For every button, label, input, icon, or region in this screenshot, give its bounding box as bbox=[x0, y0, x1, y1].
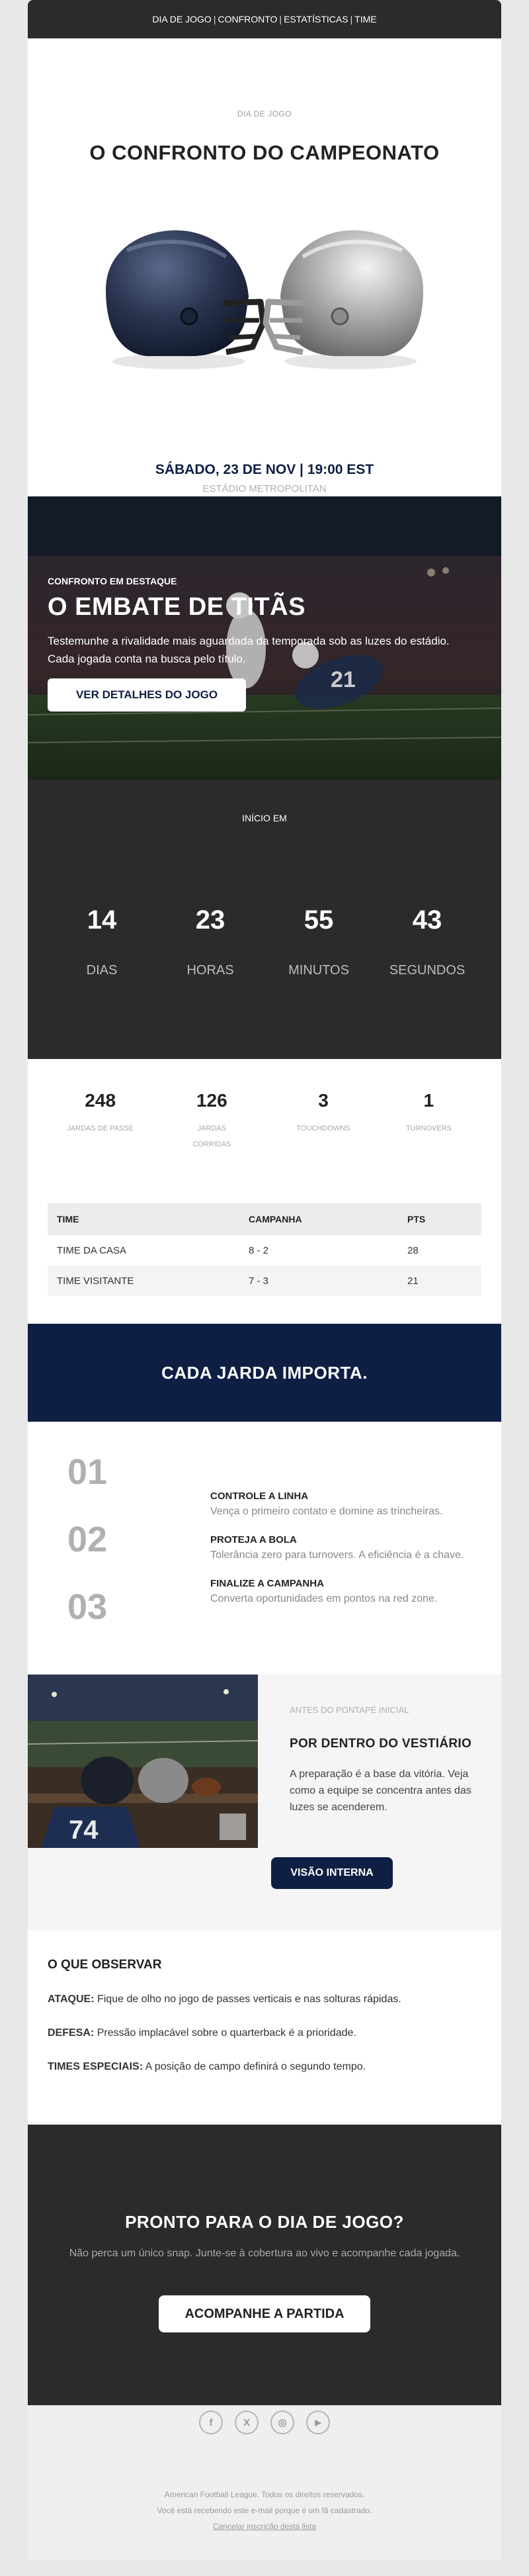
nav-item-matchup[interactable]: CONFRONTO bbox=[218, 14, 278, 24]
cell-team: TIME VISITANTE bbox=[48, 1265, 239, 1296]
footer-notice: Você está recebendo este e-mail porque é um fã cadastrado. bbox=[157, 2506, 372, 2515]
feature-text: Testemunhe a rivalidade mais aguardada da temporada sob as luzes do estádio. Cada jogada conta na busca pelo título. bbox=[48, 635, 450, 665]
stat-turnovers bbox=[376, 1090, 481, 1152]
table-row bbox=[48, 1265, 481, 1296]
countdown-grid bbox=[28, 905, 501, 978]
stat-touchdowns bbox=[270, 1090, 376, 1152]
countdown-value: 23 bbox=[195, 905, 225, 935]
locker-eyebrow: ANTES DO PONTAPÉ INICIAL bbox=[290, 1705, 409, 1715]
watch-item-label: DEFESA: bbox=[48, 2027, 95, 2039]
watch-item-text: Fique de olho no jogo de passes verticais e nas solturas rápidas. bbox=[97, 1994, 401, 2005]
unsubscribe-link[interactable]: Cancelar inscrição desta lista bbox=[212, 2522, 317, 2531]
countdown-seconds bbox=[378, 905, 476, 978]
slogan-banner: CADA JARDA IMPORTA. bbox=[28, 1324, 501, 1422]
table-row bbox=[48, 1235, 481, 1265]
col-team: TIME bbox=[48, 1203, 239, 1235]
follow-match-button[interactable]: ACOMPANHE A PARTIDA bbox=[159, 2295, 370, 2332]
step-description: Converta oportunidades em pontos na red zone. bbox=[210, 1593, 438, 1604]
watch-item-offense bbox=[48, 1994, 401, 2005]
stat-value: 3 bbox=[318, 1090, 329, 1111]
step-item bbox=[210, 1534, 488, 1578]
watch-item-special-teams bbox=[48, 2061, 366, 2073]
countdown-unit: MINUTOS bbox=[288, 963, 349, 978]
what-to-watch-section bbox=[28, 1930, 501, 2125]
footer-unsubscribe-row bbox=[28, 2522, 501, 2531]
countdown-section bbox=[28, 780, 501, 1059]
x-icon[interactable]: X bbox=[235, 2411, 259, 2434]
locker-room-image bbox=[28, 1675, 258, 1848]
nav-item-team[interactable]: TIME bbox=[354, 14, 377, 24]
stat-label: JARDAS CORRIDAS bbox=[192, 1125, 231, 1148]
feature-eyebrow: CONFRONTO EM DESTAQUE bbox=[48, 576, 177, 586]
countdown-minutes bbox=[270, 905, 368, 978]
nav-separator: | bbox=[350, 14, 353, 24]
facebook-icon[interactable]: f bbox=[199, 2411, 223, 2434]
top-nav bbox=[28, 0, 501, 38]
stat-passing-yards bbox=[48, 1090, 153, 1152]
countdown-hours bbox=[161, 905, 259, 978]
step-number: 03 bbox=[67, 1587, 108, 1627]
step-number: 01 bbox=[67, 1452, 108, 1492]
navy-helmet bbox=[106, 230, 263, 369]
standings-table bbox=[48, 1203, 481, 1296]
step-description: Vença o primeiro contato e domine as trincheiras. bbox=[210, 1506, 443, 1517]
countdown-unit: HORAS bbox=[186, 963, 234, 978]
inside-view-button[interactable]: VISÃO INTERNA bbox=[271, 1857, 393, 1889]
locker-room-section bbox=[28, 1675, 501, 1930]
stat-grid bbox=[48, 1090, 481, 1152]
watch-item-label: TIMES ESPECIAIS: bbox=[48, 2061, 143, 2072]
feature-title: O EMBATE DE TITÃS bbox=[48, 593, 305, 621]
helmets-image bbox=[28, 191, 501, 389]
step-number: 02 bbox=[67, 1520, 108, 1559]
watch-title: O QUE OBSERVAR bbox=[48, 1958, 162, 1972]
nav-separator: | bbox=[213, 14, 216, 24]
step-list bbox=[210, 1491, 488, 1622]
table-header-row bbox=[48, 1203, 481, 1235]
step-title: PROTEJA A BOLA bbox=[210, 1534, 297, 1545]
email-container bbox=[28, 0, 501, 2560]
locker-title: POR DENTRO DO VESTIÁRIO bbox=[290, 1737, 472, 1751]
countdown-days bbox=[53, 905, 151, 978]
game-date: SÁBADO, 23 DE NOV | 19:00 EST bbox=[155, 462, 374, 477]
countdown-value: 55 bbox=[304, 905, 334, 935]
cta-title: PRONTO PARA O DIA DE JOGO? bbox=[125, 2212, 404, 2232]
cell-record: 8 - 2 bbox=[249, 1244, 269, 1256]
svg-text:21: 21 bbox=[331, 667, 356, 692]
countdown-value: 43 bbox=[412, 905, 442, 935]
step-title: CONTROLE A LINHA bbox=[210, 1491, 309, 1502]
cell-points: 21 bbox=[398, 1265, 481, 1296]
watch-item-defense bbox=[48, 2027, 356, 2039]
watch-item-text: A posição de campo definirá o segundo tempo. bbox=[145, 2061, 366, 2072]
countdown-unit: SEGUNDOS bbox=[389, 963, 466, 978]
nav-item-game-day[interactable]: DIA DE JOGO bbox=[152, 14, 212, 24]
cta-section bbox=[28, 2125, 501, 2405]
stat-rushing-yards bbox=[153, 1090, 270, 1152]
countdown-unit: DIAS bbox=[86, 963, 118, 978]
stat-value: 248 bbox=[85, 1090, 116, 1111]
instagram-icon[interactable]: ◎ bbox=[270, 2411, 294, 2434]
cta-text: Não perca um único snap. Junte-se à cobertura ao vivo e acompanhe cada jogada. bbox=[69, 2248, 460, 2259]
cell-team: TIME DA CASA bbox=[57, 1244, 127, 1256]
stat-label: TOUCHDOWNS bbox=[296, 1125, 350, 1132]
watch-item-text: Pressão implacável sobre o quarterback é a prioridade. bbox=[97, 2027, 356, 2039]
step-description: Tolerância zero para turnovers. A eficiência é a chave. bbox=[210, 1549, 464, 1561]
step-item bbox=[210, 1578, 488, 1622]
jersey-number: 74 bbox=[69, 1816, 99, 1845]
locker-text: A preparação é a base da vitória. Veja como a equipe se concentra antes das luzes se acenderem. bbox=[290, 1769, 471, 1813]
step-item bbox=[210, 1491, 488, 1534]
step-numbers bbox=[67, 1451, 107, 1654]
footer-copyright: American Football League. Todos os direitos reservados. bbox=[164, 2490, 365, 2499]
countdown-label: INÍCIO EM bbox=[242, 813, 287, 823]
nav-separator: | bbox=[279, 14, 282, 24]
watch-item-label: ATAQUE: bbox=[48, 1994, 95, 2005]
stat-label: TURNOVERS bbox=[405, 1125, 452, 1132]
nav-item-stats[interactable]: ESTATÍSTICAS bbox=[284, 14, 348, 24]
footer bbox=[28, 2405, 501, 2560]
stat-value: 126 bbox=[196, 1090, 227, 1111]
countdown-value: 14 bbox=[87, 905, 117, 935]
game-plan-steps bbox=[28, 1422, 501, 1675]
step-title: FINALIZE A CAMPANHA bbox=[210, 1578, 324, 1589]
col-record: CAMPANHA bbox=[239, 1203, 398, 1235]
social-links bbox=[28, 2411, 501, 2434]
game-venue: ESTÁDIO METROPOLITAN bbox=[202, 483, 327, 494]
stat-value: 1 bbox=[423, 1090, 434, 1111]
col-points: PTS bbox=[398, 1203, 481, 1235]
hero-eyebrow: DIA DE JOGO bbox=[237, 109, 292, 118]
youtube-icon[interactable]: ▶ bbox=[306, 2411, 330, 2434]
silver-helmet bbox=[266, 230, 423, 369]
cell-record: 7 - 3 bbox=[239, 1265, 398, 1296]
cell-points: 28 bbox=[407, 1244, 419, 1256]
hero-section bbox=[28, 38, 501, 496]
hero-title: O CONFRONTO DO CAMPEONATO bbox=[89, 141, 440, 164]
stat-label: JARDAS DE PASSE bbox=[67, 1125, 134, 1132]
featured-matchup bbox=[28, 496, 501, 780]
view-game-details-button[interactable]: VER DETALHES DO JOGO bbox=[48, 678, 246, 712]
stats-section bbox=[28, 1059, 501, 1324]
